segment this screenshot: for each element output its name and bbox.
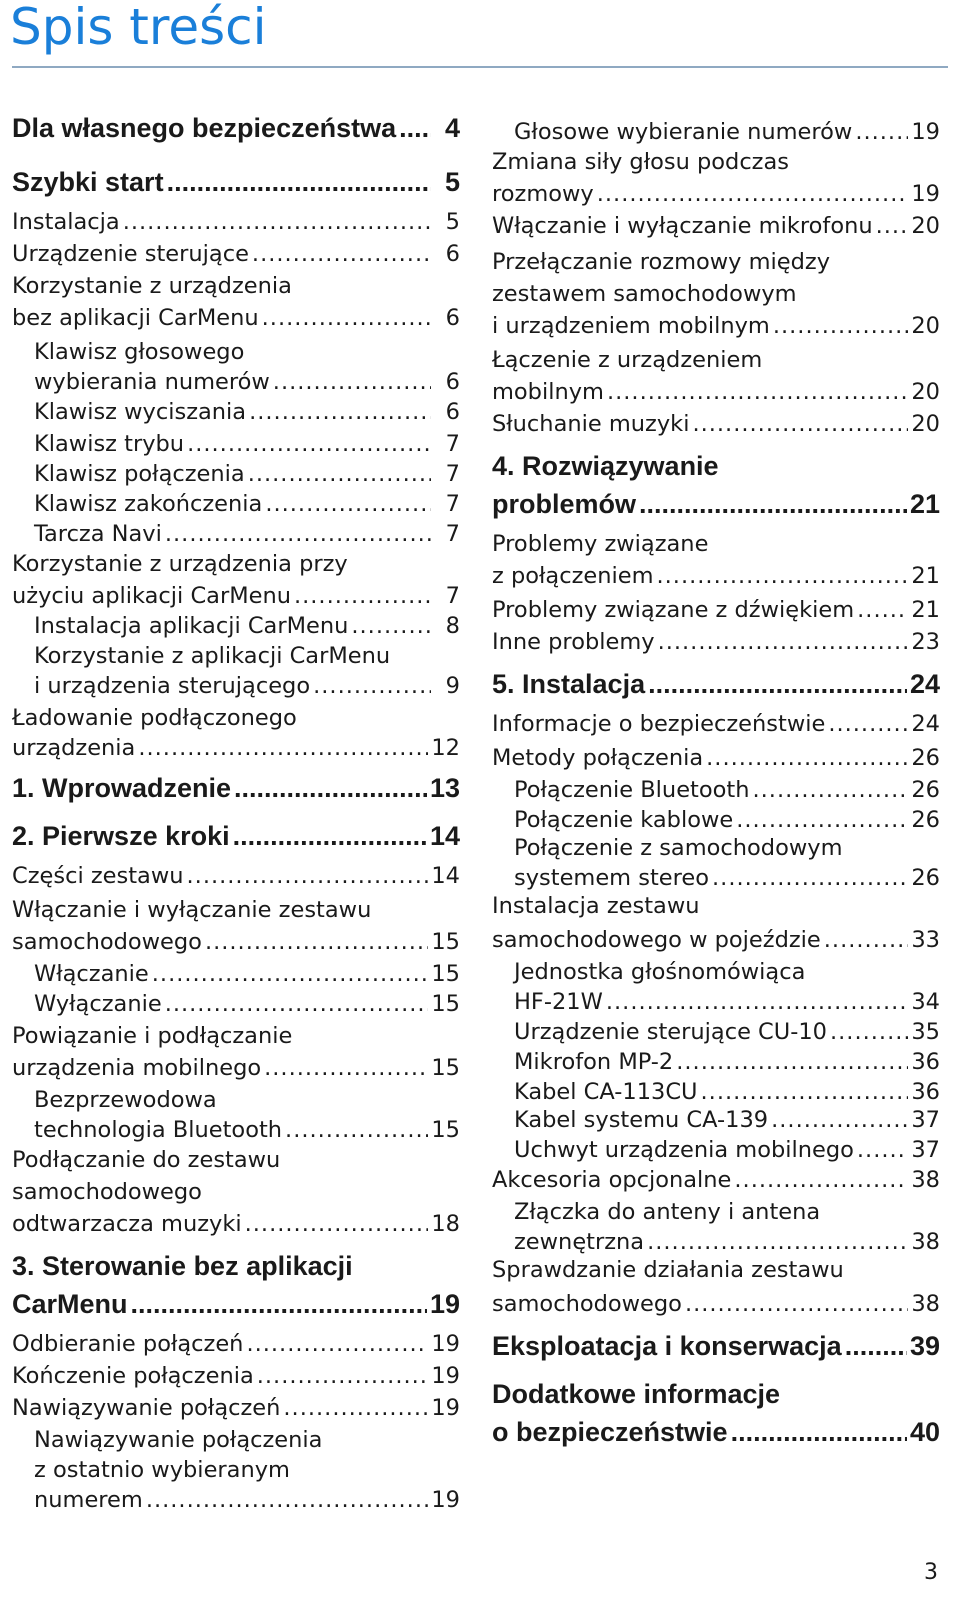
toc-entry[interactable] (34, 519, 460, 549)
toc-chapter-heading-line: 3. Sterowanie bez aplikacji (12, 1251, 353, 1281)
toc-entry-text: Złączka do anteny i antena (514, 1199, 821, 1225)
toc-entry-label: zewnętrzna (514, 1229, 645, 1255)
toc-entry-label: technologia Bluetooth (34, 1117, 283, 1143)
toc-entry-label: Kabel systemu CA-139 (514, 1107, 769, 1133)
toc-entry[interactable] (12, 1361, 460, 1391)
dot-leader (639, 486, 907, 522)
toc-entry-label: CarMenu (12, 1289, 128, 1319)
dot-leader (165, 989, 429, 1019)
toc-entry-text: Zmiana siły głosu podczas (492, 149, 790, 175)
dot-leader (857, 1135, 908, 1165)
toc-entry[interactable] (492, 743, 940, 773)
dot-leader (399, 110, 431, 146)
toc-entry[interactable] (12, 927, 460, 957)
toc-page-number: 5 (444, 167, 460, 197)
dot-leader (647, 1227, 908, 1257)
toc-entry[interactable] (492, 561, 940, 591)
toc-entry[interactable] (514, 1017, 940, 1047)
dot-leader (855, 117, 908, 147)
toc-entry[interactable] (514, 1047, 940, 1077)
toc-page-number: 15 (431, 961, 460, 987)
dot-leader (657, 561, 909, 591)
dot-leader (771, 1105, 908, 1135)
toc-page-number: 7 (445, 491, 460, 517)
toc-page-number: 13 (429, 773, 460, 803)
page-title: Spis treści (10, 0, 267, 56)
dot-leader (294, 581, 431, 611)
toc-entry[interactable] (514, 117, 940, 147)
dot-leader (731, 1414, 907, 1450)
toc-entry-text: Klawisz głosowego (34, 339, 245, 365)
toc-entry-label: z połączeniem (492, 563, 654, 589)
toc-page-number: 7 (445, 461, 460, 487)
toc-page-number: 15 (431, 1055, 460, 1081)
toc-entry-text: Podłączanie do zestawu (12, 1147, 281, 1173)
toc-entry-label: samochodowego (492, 1291, 682, 1317)
toc-page-number: 39 (909, 1331, 940, 1361)
page-number: 3 (924, 1560, 938, 1585)
toc-page-number: 20 (911, 213, 940, 239)
toc-entry[interactable] (514, 1227, 940, 1257)
toc-page-number: 26 (911, 865, 940, 891)
dot-leader (262, 303, 431, 333)
toc-entry-label: Eksploatacja i konserwacja (492, 1331, 842, 1361)
toc-entry-text: Przełączanie rozmowy między (492, 249, 831, 275)
dot-leader (876, 211, 909, 241)
dot-leader (824, 925, 909, 955)
toc-page-number: 19 (431, 1363, 460, 1389)
toc-page-number: 20 (911, 313, 940, 339)
toc-entry[interactable] (34, 611, 460, 641)
toc-page-number: 19 (431, 1331, 460, 1357)
toc-entry[interactable] (12, 1053, 460, 1083)
dot-leader (606, 987, 909, 1017)
toc-entry[interactable] (492, 311, 940, 341)
toc-entry-label: 5. Instalacja (492, 669, 646, 699)
toc-page-number: 21 (911, 563, 940, 589)
toc-page-number: 9 (445, 673, 460, 699)
toc-entry-text: Korzystanie z aplikacji CarMenu (34, 643, 391, 669)
toc-entry-label: Wyłączanie (34, 991, 162, 1017)
dot-leader (285, 1115, 428, 1145)
dot-leader (152, 959, 429, 989)
toc-chapter-entry[interactable] (492, 1414, 940, 1450)
toc-entry-text: z ostatnio wybieranym (34, 1457, 290, 1483)
dot-leader (265, 489, 431, 519)
toc-page-number: 19 (429, 1289, 460, 1319)
dot-leader (146, 1485, 429, 1515)
toc-entry-label: 1. Wprowadzenie (12, 773, 232, 803)
toc-entry-text: Instalacja zestawu (492, 893, 700, 919)
toc-chapter-entry[interactable] (12, 164, 460, 200)
dot-leader (248, 459, 431, 489)
toc-page-number: 36 (911, 1079, 940, 1105)
dot-leader (205, 927, 428, 957)
toc-entry-label: Włączanie (34, 961, 149, 987)
toc-entry[interactable] (34, 429, 460, 459)
toc-page-number: 18 (431, 1211, 460, 1237)
dot-leader (123, 207, 431, 237)
toc-entry[interactable] (492, 709, 940, 739)
dot-leader (252, 239, 431, 269)
toc-entry-text: Nawiązywanie połączenia (34, 1427, 323, 1453)
toc-entry[interactable] (492, 925, 940, 955)
toc-page-number: 38 (911, 1229, 940, 1255)
toc-page-number: 19 (431, 1487, 460, 1513)
toc-entry-label: Klawisz trybu (34, 431, 185, 457)
dot-leader (857, 595, 908, 625)
toc-entry[interactable] (12, 581, 460, 611)
toc-page-number: 38 (911, 1167, 940, 1193)
dot-leader (845, 1328, 907, 1364)
dot-leader (187, 429, 431, 459)
toc-chapter-entry[interactable] (12, 1286, 460, 1322)
toc-entry-label: Klawisz zakończenia (34, 491, 263, 517)
toc-entry-label: Kończenie połączenia (12, 1363, 254, 1389)
toc-entry[interactable] (34, 489, 460, 519)
dot-leader (658, 627, 909, 657)
toc-entry[interactable] (34, 1485, 460, 1515)
toc-entry-label: o bezpieczeństwie (492, 1417, 728, 1447)
toc-entry[interactable] (514, 775, 940, 805)
toc-page-number: 37 (911, 1107, 940, 1133)
dot-leader (167, 164, 431, 200)
toc-entry[interactable] (514, 1105, 940, 1135)
toc-entry[interactable] (492, 211, 940, 241)
toc-entry[interactable] (34, 367, 460, 397)
toc-entry-label: Połączenie Bluetooth (514, 777, 750, 803)
dot-leader (138, 733, 428, 763)
dot-leader (734, 1165, 908, 1195)
toc-page-number: 33 (911, 927, 940, 953)
dot-leader (752, 775, 908, 805)
toc-entry-text: samochodowego (12, 1179, 202, 1205)
toc-entry-label: HF-21W (514, 989, 603, 1015)
toc-entry[interactable] (492, 595, 940, 625)
dot-leader (706, 743, 908, 773)
toc-entry-text: Korzystanie z urządzenia przy (12, 551, 348, 577)
toc-page-number: 26 (911, 777, 940, 803)
dot-leader (246, 1329, 428, 1359)
toc-entry-text: Połączenie z samochodowym (514, 835, 843, 861)
toc-page-number: 37 (911, 1137, 940, 1163)
toc-page-number: 19 (911, 181, 940, 207)
toc-entry-text: Włączanie i wyłączanie zestawu (12, 897, 372, 923)
dot-leader (685, 1289, 908, 1319)
toc-entry-label: i urządzenia sterującego (34, 673, 311, 699)
dot-leader (273, 367, 431, 397)
toc-page-number: 6 (445, 399, 460, 425)
toc-page-number: 14 (431, 863, 460, 889)
toc-entry-label: Akcesoria opcjonalne (492, 1167, 732, 1193)
toc-page-number: 19 (431, 1395, 460, 1421)
toc-entry-text: zestawem samochodowym (492, 281, 797, 307)
toc-entry-label: rozmowy (492, 181, 594, 207)
dot-leader (648, 666, 907, 702)
toc-entry[interactable] (492, 179, 940, 209)
toc-page-number: 21 (909, 489, 940, 519)
toc-entry-label: Części zestawu (12, 863, 184, 889)
toc-page-number: 7 (445, 431, 460, 457)
toc-entry-label: systemem stereo (514, 865, 710, 891)
toc-page-number: 7 (445, 583, 460, 609)
dot-leader (828, 709, 908, 739)
toc-page-number: 14 (429, 821, 460, 851)
toc-entry-label: Nawiązywanie połączeń (12, 1395, 281, 1421)
toc-entry[interactable] (492, 377, 940, 407)
toc-entry-text: Łączenie z urządzeniem (492, 347, 763, 373)
toc-entry-text: Korzystanie z urządzenia (12, 273, 292, 299)
toc-page-number: 15 (431, 929, 460, 955)
toc-entry-label: Tarcza Navi (34, 521, 162, 547)
dot-leader (234, 770, 427, 806)
dot-leader (131, 1286, 427, 1322)
toc-entry-text: Bezprzewodowa (34, 1087, 217, 1113)
toc-entry-text: Sprawdzanie działania zestawu (492, 1257, 844, 1283)
toc-entry-label: numerem (34, 1487, 143, 1513)
toc-entry[interactable] (492, 627, 940, 657)
toc-page-number: 8 (445, 613, 460, 639)
toc-entry-text: Problemy związane (492, 531, 709, 557)
toc-entry[interactable] (12, 733, 460, 763)
toc-entry-label: samochodowego w pojeździe (492, 927, 821, 953)
dot-leader (187, 861, 429, 891)
toc-page-number: 24 (911, 711, 940, 737)
toc-entry[interactable] (12, 303, 460, 333)
dot-leader (712, 863, 908, 893)
toc-entry[interactable] (12, 861, 460, 891)
toc-entry-label: Słuchanie muzyki (492, 411, 690, 437)
dot-leader (313, 671, 431, 701)
toc-entry-text: Powiązanie i podłączanie (12, 1023, 293, 1049)
toc-entry-label: samochodowego (12, 929, 202, 955)
toc-page-number: 7 (445, 521, 460, 547)
toc-entry-text: Jednostka głośnomówiąca (514, 959, 806, 985)
toc-page-number: 24 (909, 669, 940, 699)
title-divider (12, 66, 948, 68)
toc-entry[interactable] (34, 989, 460, 1019)
dot-leader (351, 611, 431, 641)
toc-page-number: 36 (911, 1049, 940, 1075)
toc-entry-label: Uchwyt urządzenia mobilnego (514, 1137, 854, 1163)
toc-entry-label: 2. Pierwsze kroki (12, 821, 230, 851)
toc-page-number: 34 (911, 989, 940, 1015)
toc-entry[interactable] (12, 1329, 460, 1359)
toc-page-number: 26 (911, 745, 940, 771)
toc-page-number: 6 (445, 241, 460, 267)
toc-entry-label: Szybki start (12, 167, 164, 197)
toc-chapter-heading-line: 4. Rozwiązywanie (492, 451, 719, 481)
toc-entry-label: Instalacja (12, 209, 120, 235)
toc-page-number: 4 (444, 113, 460, 143)
toc-chapter-entry[interactable] (492, 1328, 940, 1364)
toc-page-number: 12 (431, 735, 460, 761)
dot-leader (830, 1017, 908, 1047)
toc-entry[interactable] (12, 239, 460, 269)
toc-page-number: 26 (911, 807, 940, 833)
toc-entry-label: odtwarzacza muzyki (12, 1211, 242, 1237)
dot-leader (165, 519, 431, 549)
toc-entry[interactable] (492, 1289, 940, 1319)
toc-page-number: 5 (445, 209, 460, 235)
dot-leader (676, 1047, 908, 1077)
toc-entry[interactable] (514, 987, 940, 1017)
toc-entry-label: bez aplikacji CarMenu (12, 305, 259, 331)
toc-entry-label: urządzenia mobilnego (12, 1055, 262, 1081)
dot-leader (283, 1393, 428, 1423)
toc-entry-label: Głosowe wybieranie numerów (514, 119, 853, 145)
toc-entry-label: Dla własnego bezpieczeństwa (12, 113, 397, 143)
toc-page-number: 20 (911, 379, 940, 405)
toc-entry-label: urządzenia (12, 735, 136, 761)
toc-entry[interactable] (514, 805, 940, 835)
toc-entry-label: mobilnym (492, 379, 604, 405)
toc-entry[interactable] (514, 863, 940, 893)
toc-page-number: 15 (431, 1117, 460, 1143)
toc-entry-label: Włączanie i wyłączanie mikrofonu (492, 213, 873, 239)
dot-leader (264, 1053, 428, 1083)
toc-entry-label: Metody połączenia (492, 745, 704, 771)
dot-leader (736, 805, 908, 835)
toc-entry[interactable] (492, 1165, 940, 1195)
dot-leader (692, 409, 908, 439)
toc-chapter-entry[interactable] (492, 666, 940, 702)
toc-entry-label: i urządzeniem mobilnym (492, 313, 770, 339)
dot-leader (233, 818, 427, 854)
dot-leader (597, 179, 909, 209)
toc-entry-label: Klawisz wyciszania (34, 399, 247, 425)
toc-entry-label: Instalacja aplikacji CarMenu (34, 613, 349, 639)
dot-leader (245, 1209, 429, 1239)
toc-entry-label: problemów (492, 489, 637, 519)
toc-entry-label: Mikrofon MP-2 (514, 1049, 674, 1075)
toc-entry-label: Urządzenie sterujące CU-10 (514, 1019, 827, 1045)
toc-entry-label: Kabel CA-113CU (514, 1079, 698, 1105)
toc-entry[interactable] (34, 397, 460, 427)
toc-chapter-entry[interactable] (12, 770, 460, 806)
toc-page-number: 6 (445, 305, 460, 331)
dot-leader (701, 1077, 909, 1107)
toc-entry-label: Klawisz połączenia (34, 461, 245, 487)
toc-entry-label: Informacje o bezpieczeństwie (492, 711, 826, 737)
toc-entry[interactable] (12, 207, 460, 237)
dot-leader (773, 311, 909, 341)
toc-page-number: 15 (431, 991, 460, 1017)
toc-page-number: 40 (909, 1417, 940, 1447)
dot-leader (607, 377, 908, 407)
toc-chapter-heading-line: Dodatkowe informacje (492, 1379, 781, 1409)
toc-chapter-entry[interactable] (492, 486, 940, 522)
toc-chapter-entry[interactable] (12, 818, 460, 854)
toc-page-number: 21 (911, 597, 940, 623)
toc-page-number: 20 (911, 411, 940, 437)
toc-entry[interactable] (34, 671, 460, 701)
toc-page-number: 38 (911, 1291, 940, 1317)
toc-entry-label: Połączenie kablowe (514, 807, 734, 833)
toc-page-number: 23 (911, 629, 940, 655)
toc-entry[interactable] (492, 409, 940, 439)
toc-page-number: 19 (911, 119, 940, 145)
toc-entry-label: użyciu aplikacji CarMenu (12, 583, 291, 609)
toc-entry[interactable] (514, 1077, 940, 1107)
toc-entry-label: Problemy związane z dźwiękiem (492, 597, 855, 623)
toc-entry[interactable] (514, 1135, 940, 1165)
toc-chapter-entry[interactable] (12, 110, 460, 146)
toc-entry[interactable] (34, 959, 460, 989)
toc-entry[interactable] (34, 459, 460, 489)
dot-leader (257, 1361, 429, 1391)
toc-entry-label: wybierania numerów (34, 369, 270, 395)
toc-entry[interactable] (12, 1209, 460, 1239)
toc-entry-label: Odbieranie połączeń (12, 1331, 244, 1357)
toc-page-number: 35 (911, 1019, 940, 1045)
toc-entry[interactable] (34, 1115, 460, 1145)
dot-leader (249, 397, 431, 427)
toc-entry-text: Ładowanie podłączonego (12, 705, 297, 731)
toc-entry-label: Urządzenie sterujące (12, 241, 249, 267)
toc-entry[interactable] (12, 1393, 460, 1423)
toc-page-number: 6 (445, 369, 460, 395)
toc-entry-label: Inne problemy (492, 629, 655, 655)
